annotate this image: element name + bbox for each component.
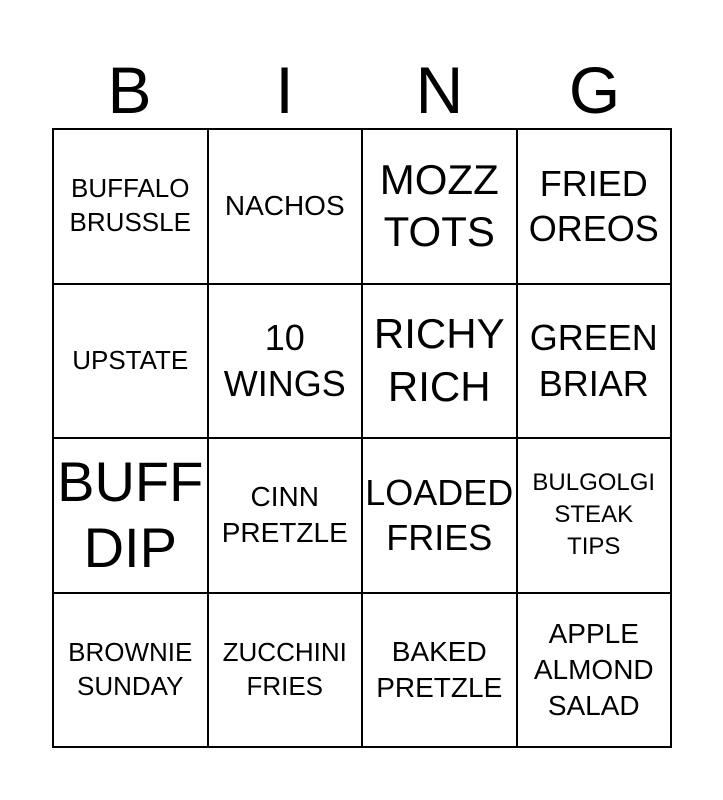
bingo-cell[interactable] bbox=[518, 594, 673, 749]
cell-label: MOZZ TOTS bbox=[379, 155, 499, 256]
bingo-cell[interactable] bbox=[54, 594, 209, 749]
bingo-cell[interactable] bbox=[518, 285, 673, 440]
bingo-cell[interactable] bbox=[518, 439, 673, 594]
cell-label: CINN PRETZLE bbox=[221, 481, 348, 549]
cell-label: UPSTATE bbox=[72, 344, 189, 375]
bingo-cell[interactable] bbox=[209, 130, 364, 285]
cell-label: APPLE ALMOND SALAD bbox=[533, 618, 654, 721]
cell-label: NACHOS bbox=[224, 190, 345, 222]
header-letter-i: I bbox=[275, 53, 294, 127]
cell-label: 10 WINGS bbox=[223, 317, 346, 404]
header-letter-g: G bbox=[568, 53, 621, 127]
bingo-cell[interactable] bbox=[363, 130, 518, 285]
cell-label: RICHY RICH bbox=[373, 310, 505, 410]
bingo-cell[interactable] bbox=[54, 439, 209, 594]
bingo-cell[interactable] bbox=[363, 285, 518, 440]
cell-label: BULGOLGI STEAK TIPS bbox=[532, 468, 656, 561]
cell-label: LOADED FRIES bbox=[365, 471, 514, 559]
bingo-cell[interactable] bbox=[209, 439, 364, 594]
header-letter-b: B bbox=[107, 53, 152, 127]
cell-label: GREEN BRIAR bbox=[529, 317, 658, 404]
bingo-header bbox=[52, 50, 672, 130]
bingo-cell[interactable] bbox=[54, 130, 209, 285]
cell-label: BUFFALO BRUSSLE bbox=[69, 173, 191, 238]
bingo-grid bbox=[52, 128, 672, 748]
cell-label: ZUCCHINI FRIES bbox=[222, 636, 347, 701]
bingo-cell[interactable] bbox=[518, 130, 673, 285]
bingo-cell[interactable] bbox=[363, 439, 518, 594]
cell-label: BUFF DIP bbox=[57, 450, 204, 580]
bingo-cell[interactable] bbox=[209, 285, 364, 440]
cell-label: FRIED OREOS bbox=[528, 162, 659, 250]
bingo-cell[interactable] bbox=[209, 594, 364, 749]
cell-label: BAKED PRETZLE bbox=[376, 635, 503, 703]
header-letter-n: N bbox=[415, 53, 464, 127]
cell-label: BROWNIE SUNDAY bbox=[68, 636, 193, 701]
bingo-cell[interactable] bbox=[54, 285, 209, 440]
bingo-cell[interactable] bbox=[363, 594, 518, 749]
